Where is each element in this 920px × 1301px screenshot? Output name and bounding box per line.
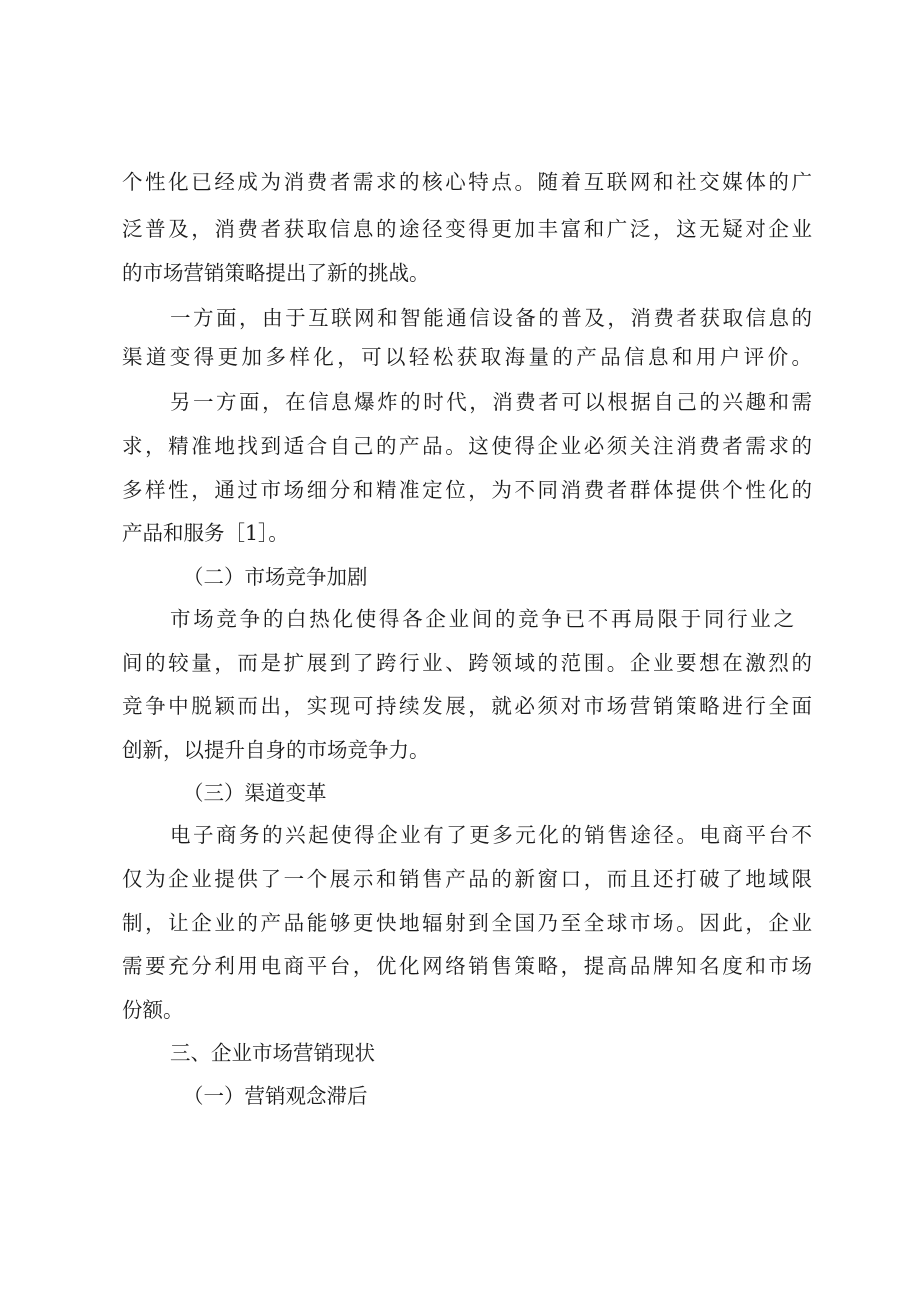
paragraph-5-line-3: 制，让企业的产品能够更快地辐射到全国乃至全球市场。因此，企业 bbox=[122, 911, 812, 935]
paragraph-3-line-3: 多样性，通过市场细分和精准定位，为不同消费者群体提供个性化的 bbox=[122, 478, 812, 502]
section-heading-2: （二）市场竞争加剧 bbox=[183, 565, 368, 589]
paragraph-1-line-3: 的市场营销策略提出了新的挑战。 bbox=[122, 261, 430, 285]
paragraph-5-line-5: 份额。 bbox=[122, 998, 184, 1022]
paragraph-2-line-2: 渠道变得更加多样化，可以轻松获取海量的产品信息和用户评价。 bbox=[122, 345, 812, 369]
paragraph-1-line-2: 泛普及，消费者获取信息的途径变得更加丰富和广泛，这无疑对企业 bbox=[122, 217, 812, 241]
section-heading-3: （三）渠道变革 bbox=[183, 781, 327, 805]
paragraph-3-line-4: 产品和服务［1］。 bbox=[122, 521, 289, 545]
paragraph-4-line-3: 竞争中脱颖而出，实现可持续发展，就必须对市场营销策略进行全面 bbox=[122, 694, 812, 718]
paragraph-3-line-1: 另一方面，在信息爆炸的时代，消费者可以根据自己的兴趣和需 bbox=[170, 390, 812, 414]
paragraph-1-line-1: 个性化已经成为消费者需求的核心特点。随着互联网和社交媒体的广 bbox=[122, 170, 812, 194]
paragraph-5-line-1: 电子商务的兴起使得企业有了更多元化的销售途径。电商平台不 bbox=[170, 823, 812, 847]
paragraph-5-line-2: 仅为企业提供了一个展示和销售产品的新窗口，而且还打破了地域限 bbox=[122, 867, 812, 891]
paragraph-2-line-1: 一方面，由于互联网和智能通信设备的普及，消费者获取信息的 bbox=[170, 306, 812, 330]
section-3-1-heading: （一）营销观念滞后 bbox=[183, 1084, 368, 1108]
paragraph-4-line-2: 间的较量，而是扩展到了跨行业、跨领域的范围。企业要想在激烈的 bbox=[122, 651, 812, 675]
section-3-title: 三、企业市场营销现状 bbox=[170, 1041, 375, 1065]
paragraph-4-line-4: 创新，以提升自身的市场竞争力。 bbox=[122, 738, 430, 762]
paragraph-3-line-2: 求，精准地找到适合自己的产品。这使得企业必须关注消费者需求的 bbox=[122, 434, 812, 458]
paragraph-4-line-1: 市场竞争的白热化使得各企业间的竞争已不再局限于同行业之 bbox=[170, 607, 794, 631]
paragraph-5-line-4: 需要充分利用电商平台，优化网络销售策略，提高品牌知名度和市场 bbox=[122, 954, 812, 978]
